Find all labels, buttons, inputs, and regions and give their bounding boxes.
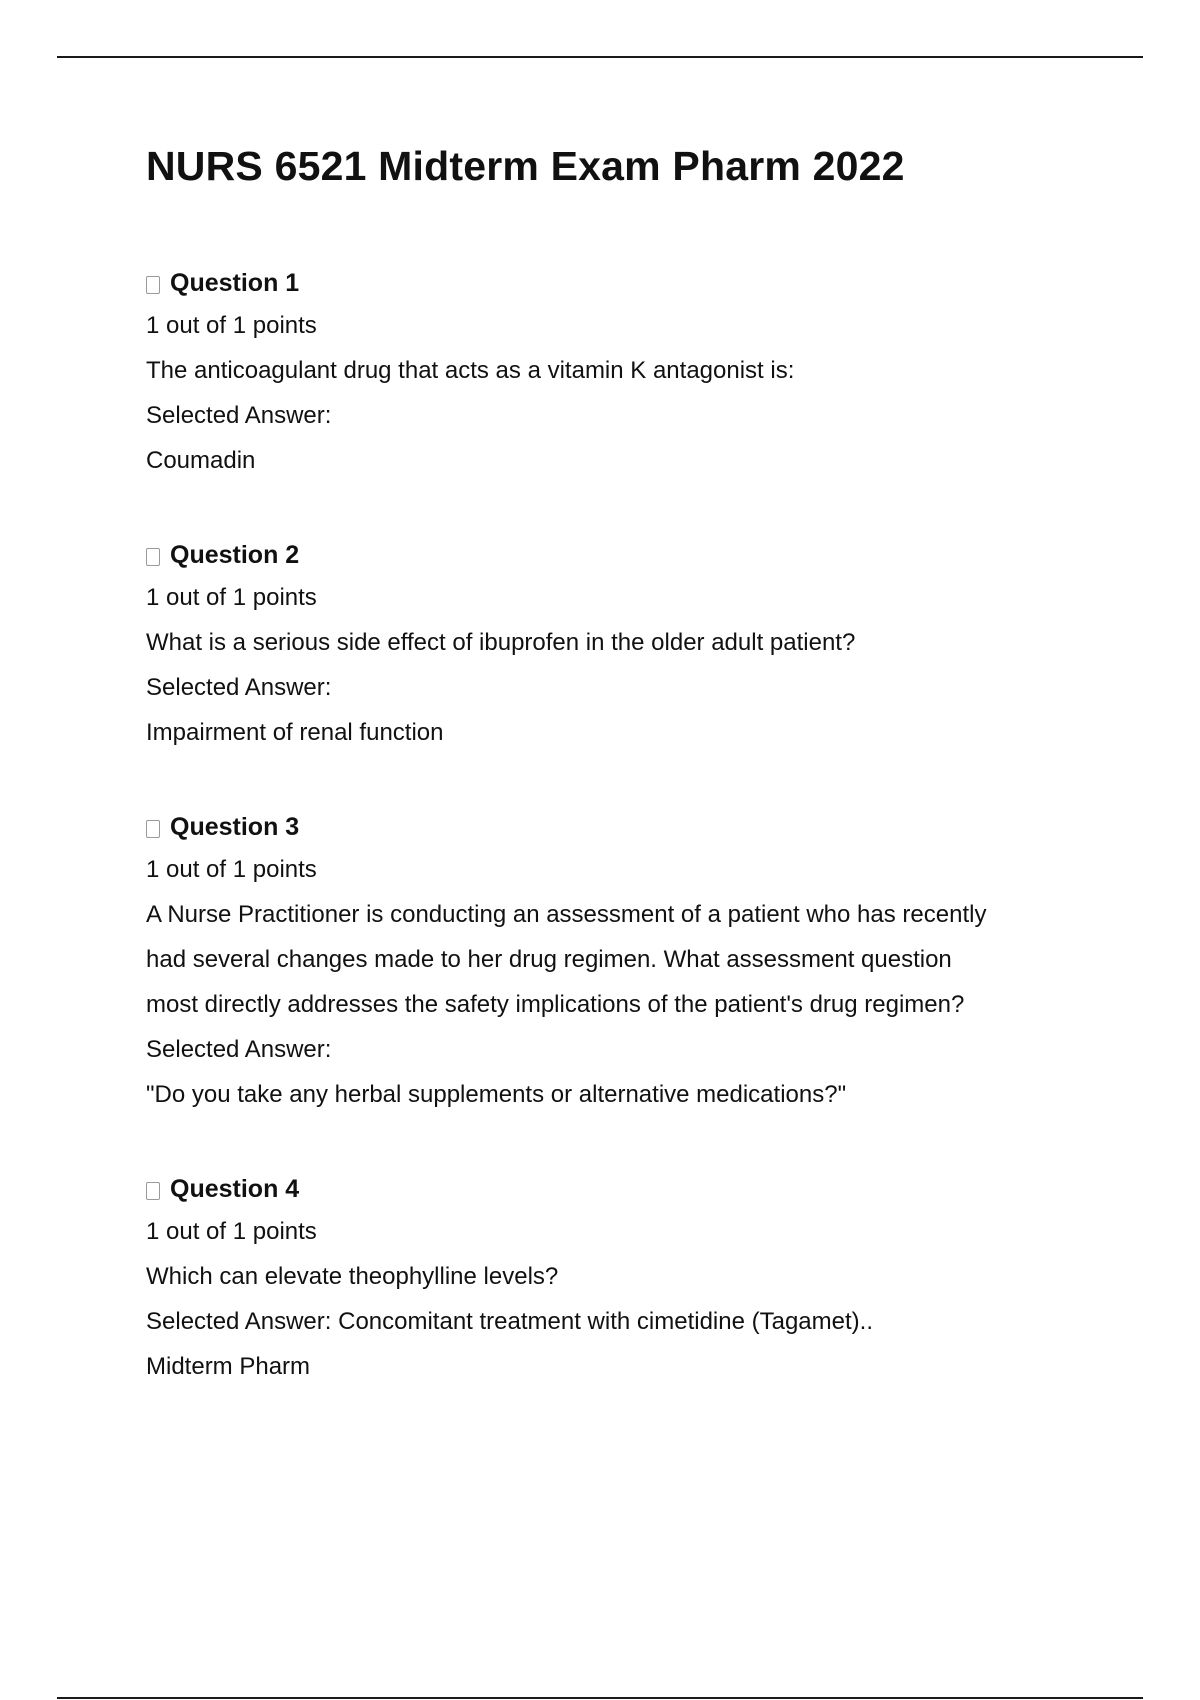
question-points: 1 out of 1 points — [146, 856, 317, 883]
question-block — [146, 1169, 1086, 1389]
question-text: What is a serious side effect of ibuprofen in the older adult patient? — [146, 629, 856, 656]
question-header — [146, 263, 1086, 303]
question-text: The anticoagulant drug that acts as a vitamin K antagonist is: — [146, 357, 795, 384]
checkbox-icon[interactable] — [146, 276, 160, 294]
page-title: NURS 6521 Midterm Exam Pharm 2022 — [146, 143, 905, 189]
question-block — [146, 807, 1086, 1117]
selected-answer: "Do you take any herbal supplements or alternative medications?" — [146, 1081, 847, 1108]
question-block — [146, 263, 1086, 483]
selected-answer: Coumadin — [146, 447, 256, 474]
question-points: 1 out of 1 points — [146, 1218, 317, 1245]
selected-answer: Selected Answer: Concomitant treatment with cimetidine (Tagamet).. — [146, 1308, 873, 1335]
question-header — [146, 1169, 1086, 1209]
selected-answer-label: Selected Answer: — [146, 1036, 332, 1063]
question-text: Which can elevate theophylline levels? — [146, 1263, 559, 1290]
selected-answer-label: Selected Answer: — [146, 674, 332, 701]
question-text-line: most directly addresses the safety implications of the patient's drug regimen? — [146, 991, 965, 1018]
question-header — [146, 807, 1086, 847]
question-block — [146, 535, 1086, 755]
question-title: Question 3 — [170, 812, 300, 841]
bottom-divider — [57, 1697, 1143, 1699]
selected-answer-label: Selected Answer: — [146, 402, 332, 429]
question-text-line: A Nurse Practitioner is conducting an assessment of a patient who has recently — [146, 901, 987, 928]
footer-text: Midterm Pharm — [146, 1353, 311, 1380]
question-title: Question 2 — [170, 540, 300, 569]
checkbox-icon[interactable] — [146, 548, 160, 566]
checkbox-icon[interactable] — [146, 820, 160, 838]
checkbox-icon[interactable] — [146, 1182, 160, 1200]
question-title: Question 4 — [170, 1174, 300, 1203]
selected-answer: Impairment of renal function — [146, 719, 444, 746]
question-text-line: had several changes made to her drug regimen. What assessment question — [146, 946, 952, 973]
question-points: 1 out of 1 points — [146, 584, 317, 611]
top-divider — [57, 56, 1143, 58]
question-points: 1 out of 1 points — [146, 312, 317, 339]
question-title: Question 1 — [170, 268, 300, 297]
question-header — [146, 535, 1086, 575]
